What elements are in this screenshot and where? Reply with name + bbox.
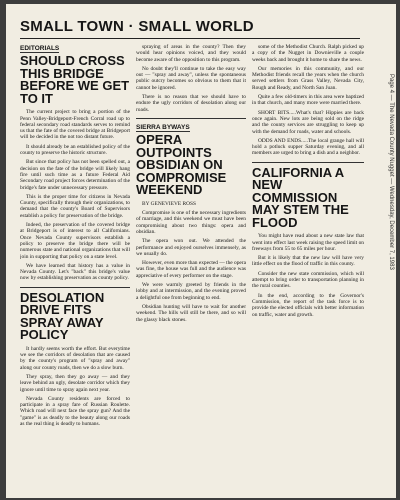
desolation-paragraph: Nevada County residents are forced to participate in a spray fare of Russian Roulette. Which road will next face the spray gun? And the "game" is as deadly to the beauty along our roads as the real thing is deadly to humans. xyxy=(20,395,130,427)
desolation-paragraph: They spray, then they go away — and they leave behind an ugly, desolate corridor which they ignore until time to spray again next year. xyxy=(20,373,130,393)
bridge-headline: SHOULD CROSS THIS BRIDGE BEFORE WE GET TO IT xyxy=(20,53,130,106)
continued-paragraph: Quite a few old-timers in this area were baptized in that church, and many more were married there. xyxy=(252,94,364,107)
commission-headline: CALIFORNIA A NEW COMMISSION MAY STEM THE FLOOD xyxy=(252,164,349,230)
bridge-paragraph: But since that policy has not been spelled out, a decision on the fate of the bridge will likely hang fire until such time as a future Federal Aid Secondary road project forces determination of the bridge's fate under unnecessary pressure. xyxy=(20,159,130,191)
bridge-paragraph: It should already be an established policy of the county to preserve the historic structure. xyxy=(20,143,130,157)
page-tag: Page 4 — The Nevada County Nugget — Wednesday, December 7, 1983 xyxy=(388,74,394,270)
continued-paragraph: some of the Methodist Church. Ralph picked up a copy of the Nugget in Downieville a couple weeks back and brought it home to share the news. xyxy=(252,44,364,63)
continued-paragraph: No doubt they'll continue to take the easy way out — "spray and away", unless the spontaneous public outcry becomes so obvious to them that it cannot be ignored. xyxy=(136,65,246,91)
byways-rubric: SIERRA BYWAYS xyxy=(136,123,190,131)
column-editorials xyxy=(20,44,130,494)
opera-paragraph: We were warmly greeted by friends in the lobby and at intermission, and the evening proved a delightful one from beginning to end. xyxy=(136,282,246,301)
odds-paragraph: ODDS AND ENDS.....The local grange hall will hold a potluck supper Saturday evening, and all members are urged to bring a dish and a neighbor. xyxy=(252,137,364,157)
bridge-paragraph: We have learned that history has a value in Nevada County. Let's "back" this bridge's value now by establishing preservation as county policy. xyxy=(20,262,130,282)
section-divider xyxy=(20,287,130,288)
section-divider xyxy=(252,162,364,163)
column-california xyxy=(252,44,364,494)
continued-paragraph: There is no reason that we should have to endure the ugly corridors of desolation along our roads. xyxy=(136,94,246,113)
commission-paragraph: You might have read about a new state law that went into effect last week raising the speed limit on freeways from 55 to 65 miles per hour. xyxy=(252,233,364,252)
bridge-paragraph: This is the proper time for citizens in Nevada County, specifically through their organizations, to demand that the county's Board of Supervisors establish a policy for preservation of the bridge. xyxy=(20,193,130,219)
section-divider xyxy=(136,118,246,119)
opera-headline: OPERA OUTPOINTS OBSIDIAN ON COMPROMISE WEEKEND xyxy=(136,132,227,198)
bridge-paragraph: Indeed, the preservation of the covered bridge at Bridgeport is of interest to all Californians. Once Nevada County supervisors establish a policy to preserve the bridge there will be numerous state and national organizations that will join in supporting that policy on a state level. xyxy=(20,222,130,260)
continued-paragraph: Our memories in this community, and our Methodist friends recall the years when the church served settlers from Grass Valley, Nevada City, Rough and Ready, and North San Juan. xyxy=(252,65,364,91)
bridge-paragraph: The current project to bring a portion of the Penn Valley-Bridgeport-French Corral road up to federal secondary road standards serves to remind us that the fate of the covered bridge at Bridgeport will be decided in the not too distant future. xyxy=(20,109,130,141)
desolation-paragraph: It hardly seems worth the effort. But everytime we see the corridors of desolation that are caused by the county's program of "spray and away" along our county roads, then we do a slow burn. xyxy=(20,345,130,371)
continued-paragraph: spraying of areas in the county? Then they would hear opinions voiced, and they would become aware of the opposition to this program. xyxy=(136,44,246,63)
opera-paragraph: Compromise is one of the necessary ingredients of marriage, and this weekend we must have been compromising about two things: opera and obsidian. xyxy=(136,210,246,235)
commission-paragraph: In the end, according to the Governor's Commission, the report of the task force is to provide the elected officials with better information on traffic, water and growth. xyxy=(252,292,364,318)
column-byways xyxy=(136,44,246,494)
opera-paragraph: However, even more than expected — the opera was fine, the house was full and the audience was appreciative of every performer on the stage. xyxy=(136,260,246,279)
opera-paragraph: Obsidian hunting will have to wait for another weekend. The hills will still be there, and so will the glassy black stones. xyxy=(136,303,246,323)
masthead-title: SMALL TOWN · SMALL WORLD xyxy=(20,18,254,35)
commission-paragraph: But it is likely that the new law will have very little effect on the flood of traffic in this county. xyxy=(252,255,364,268)
commission-paragraph: Consider the new state commission, which will attempt to bring order to transportation planning in the rural counties. xyxy=(252,270,364,290)
desolation-headline: DESOLATION DRIVE FITS SPRAY AWAY POLICY xyxy=(20,289,105,343)
opera-paragraph: The opera won out. We attended the performance and enjoyed ourselves immensely, as we usually do. xyxy=(136,238,246,257)
editorials-rubric: EDITORIALS xyxy=(20,45,60,52)
short-bits-paragraph: SHORT BITS.....What's that? Hippies are back once again. New lots are being sold on the ridge and the county services are struggling to keep up with the demand for roads, water and schools. xyxy=(252,109,364,135)
masthead xyxy=(20,18,360,39)
byline: BY GENEVIEVE ROSS xyxy=(142,200,197,207)
newspaper-page xyxy=(6,4,396,498)
